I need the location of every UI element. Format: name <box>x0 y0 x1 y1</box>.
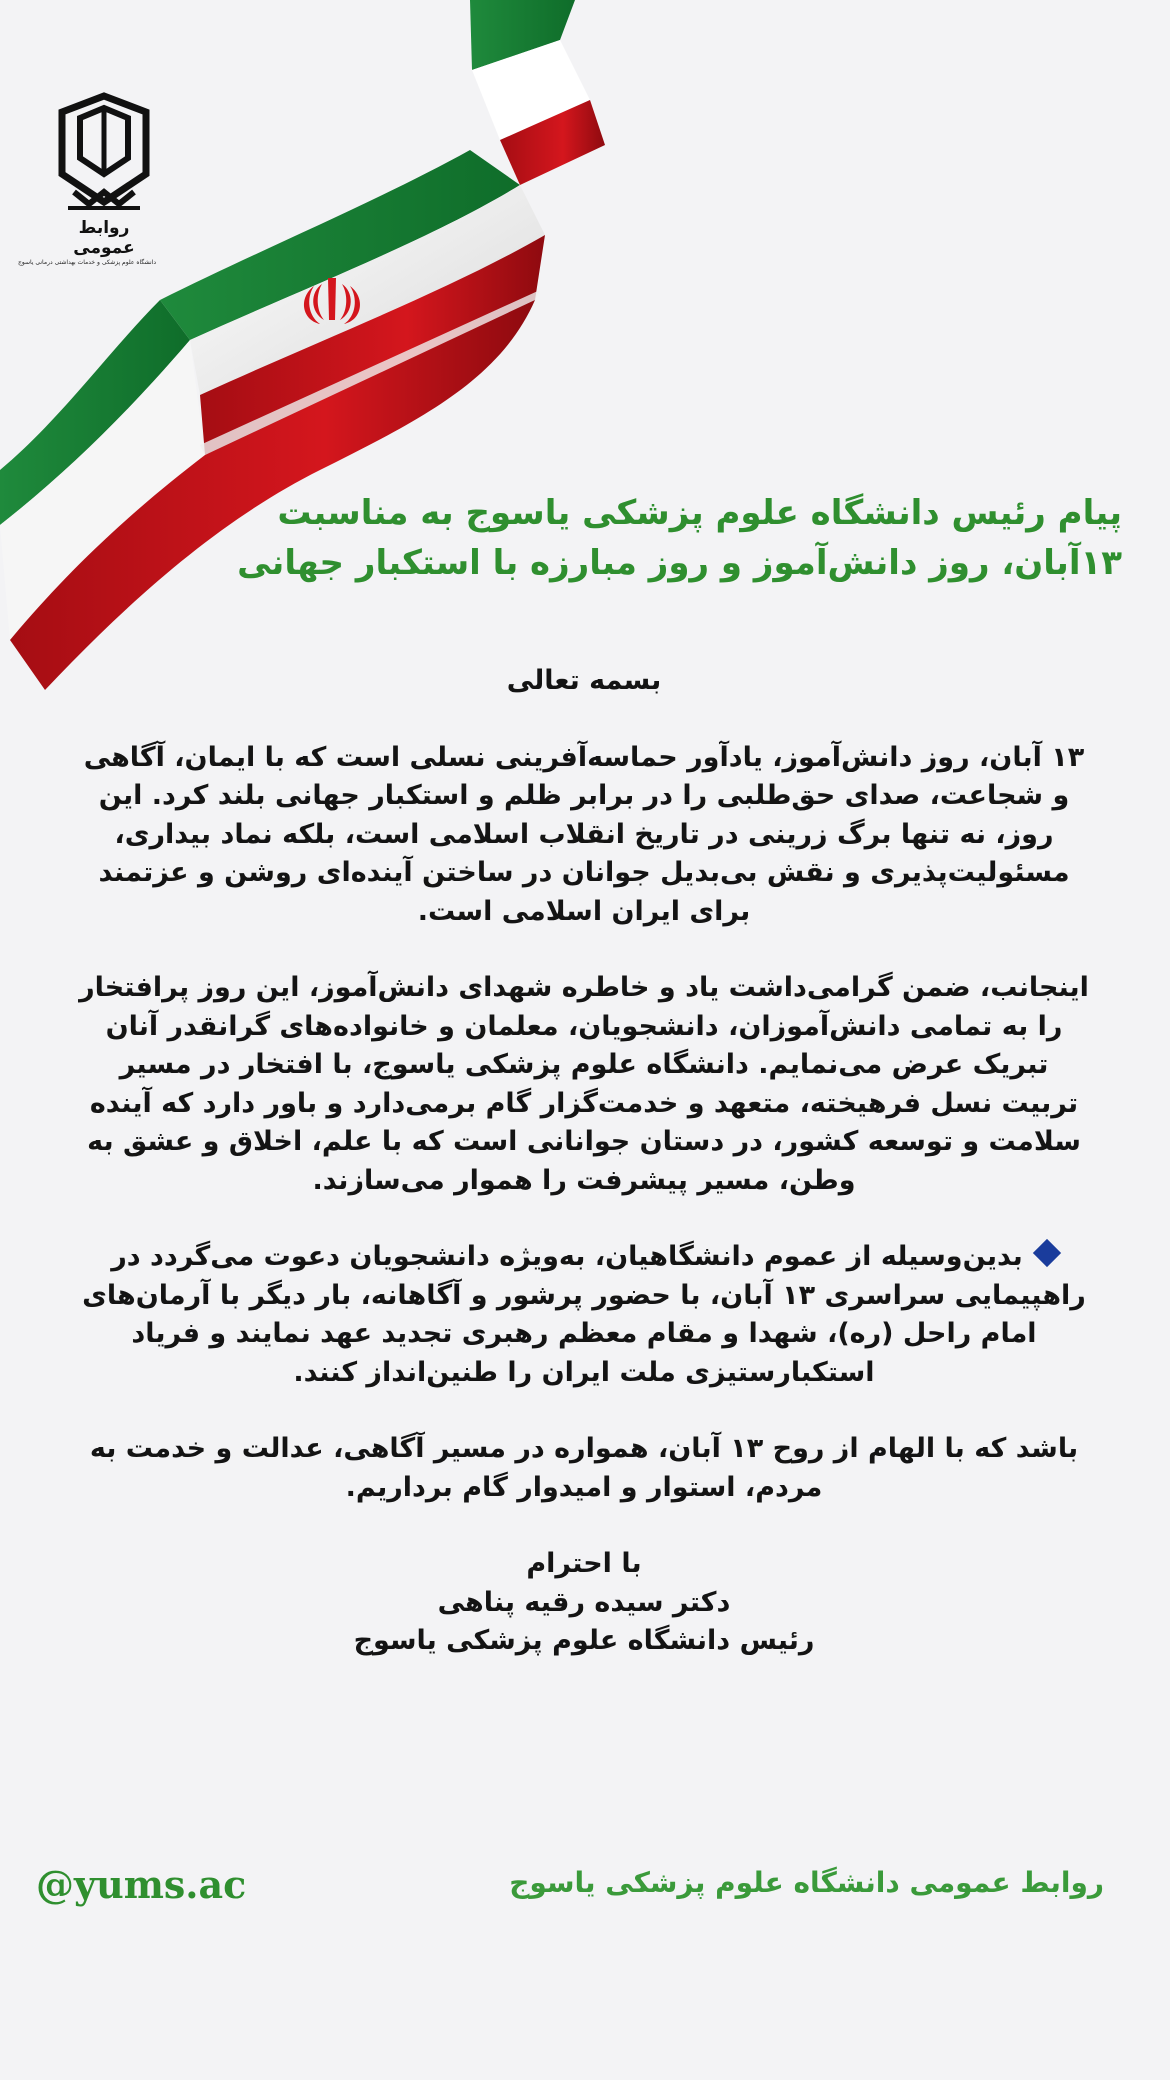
signature-block <box>78 1545 1090 1661</box>
paragraph-2: اینجانب، ضمن گرامی‌داشت یاد و خاطره شهدای دانش‌آموز، این روز پرافتخار را به تمامی دانش‌آموزان، دانشجویان، معلمان و خانواده‌های گرانقدر آنان تبریک عرض می‌نمایم. دانشگاه علوم پزشکی یاسوج، با افتخار در مسیر تربیت نسل فرهیخته، متعهد و خدمت‌گزار گام برمی‌دارد و باور دارد که آینده سلامت و توسعه کشور، در دستان جوانانی است که با علم، اخلاق و عشق به وطن، مسیر پیشرفت را هموار می‌سازند. <box>79 972 1089 1196</box>
blue-diamond-icon <box>1033 1239 1061 1267</box>
signer-name: دکتر سیده رقیه پناهی <box>437 1586 731 1618</box>
basmala: بسمه تعالی <box>506 665 662 696</box>
paragraph-1: ۱۳ آبان، روز دانش‌آموز، یادآور حماسه‌آفرینی نسلی است که با ایمان، آگاهی و شجاعت، صدای حق‌طلبی را در برابر ظلم و استکبار جهانی بلند کرد. این روز، نه تنها برگ زرینی در تاریخ انقلاب اسلامی است، بلکه نماد بیداری، مسئولیت‌پذیری و نقش بی‌بدیل جوانان در ساختن آینده‌ای روشن و عزتمند برای ایران اسلامی است. <box>83 741 1085 927</box>
message-headline <box>237 488 1122 588</box>
university-emblem-icon <box>54 92 154 216</box>
logo-title: روابط عمومی <box>73 218 135 259</box>
social-handle: @yums.ac <box>36 1862 247 1907</box>
headline-line-2: ۱۳آبان، روز دانش‌آموز و روز مبارزه با استکبار جهانی <box>237 543 1122 583</box>
paragraph-3 <box>78 1238 1090 1392</box>
closing: با احترام <box>526 1548 642 1579</box>
letter-body <box>78 662 1090 1661</box>
paragraph-4: باشد که با الهام از روح ۱۳ آبان، همواره در مسیر آگاهی، عدالت و خدمت به مردم، استوار و امیدوار گام برداریم. <box>89 1433 1079 1503</box>
signer-title: رئیس دانشگاه علوم پزشکی یاسوج <box>353 1625 815 1656</box>
public-relations-logo <box>17 92 156 266</box>
headline-line-1: پیام رئیس دانشگاه علوم پزشکی یاسوج به مناسبت <box>277 493 1122 533</box>
logo-subtitle: دانشگاه علوم پزشکی و خدمات بهداشتی درمانی یاسوج <box>17 258 156 266</box>
footer-org: روابط عمومی دانشگاه علوم پزشکی یاسوج <box>509 1866 1104 1899</box>
paragraph-3-text: بدین‌وسیله از عموم دانشگاهیان، به‌ویژه دانشجویان دعوت می‌گردد در راهپیمایی سراسری ۱۳ آبان، با حضور پرشور و آگاهانه، بار دیگر با آرمان‌های امام راحل (ره)، شهدا و مقام معظم رهبری تجدید عهد نمایند و فریاد استکبارستیزی ملت ایران را طنین‌انداز کنند. <box>82 1241 1086 1388</box>
